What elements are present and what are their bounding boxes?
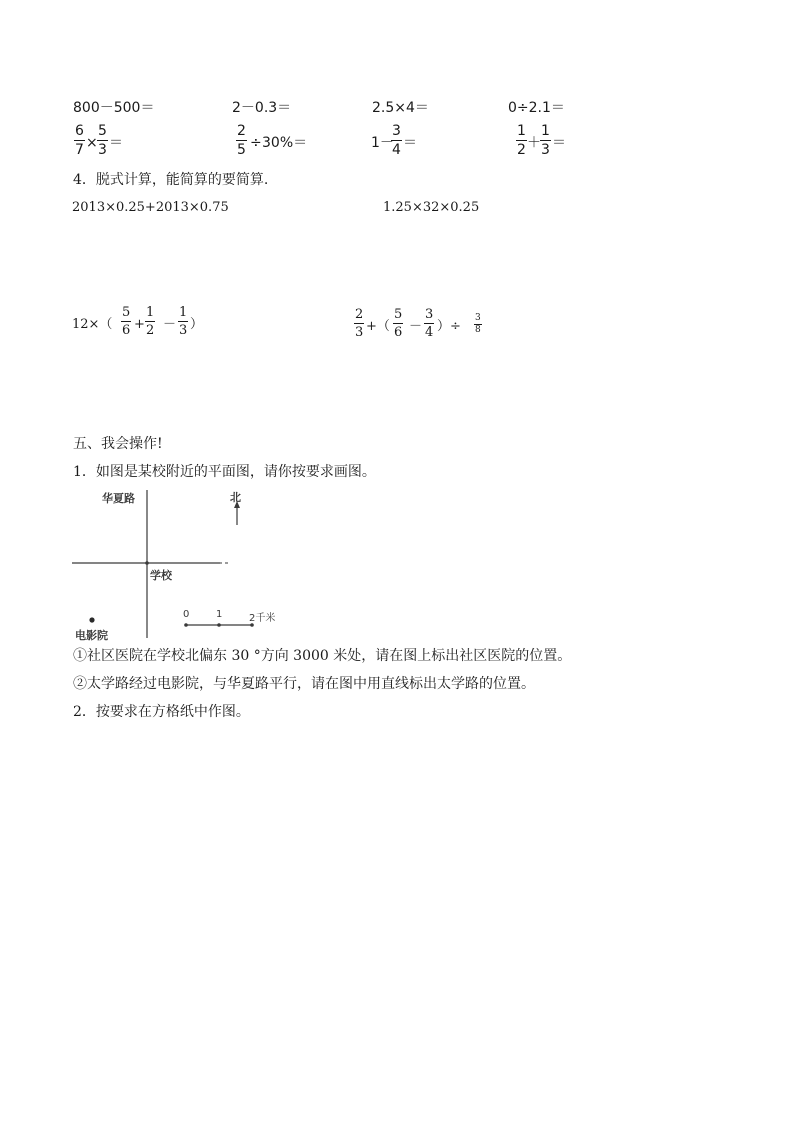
minus-sign: － (409, 319, 423, 334)
minus-sign: － (163, 317, 177, 332)
section5-sub1: ①社区医院在学校北偏东 30 °方向 3000 米处，请在图上标出社区医院的位置。 (73, 648, 572, 664)
one-minus: 1－ (371, 135, 394, 151)
fraction-5-6: $\frac{5}{6}$ (122, 305, 131, 338)
fraction-3-4: $\frac{3}{4}$ (425, 307, 434, 340)
section5-q2: 2．按要求在方格纸中作图。 (73, 704, 250, 720)
fraction-1-3: $\frac{1}{3}$ (541, 123, 550, 158)
divide-sign: ÷ (250, 135, 262, 151)
expr-lead: 12×（ (72, 317, 113, 332)
plus-sign: ＋ (527, 135, 541, 151)
plus-open-paren: +（ (366, 319, 390, 334)
equals-sign: ＝ (552, 135, 566, 151)
school-label: 学校 (150, 569, 172, 582)
road-label-huaxia: 华夏路 (102, 492, 135, 505)
calc-800-500: 800－500＝ (73, 100, 155, 116)
fraction-1-2: $\frac{1}{2}$ (146, 305, 155, 338)
fraction-5-6: $\frac{5}{6}$ (394, 307, 403, 340)
equals-sign: ＝ (109, 135, 123, 151)
scale-label-2km: 2千米 (249, 613, 276, 624)
scale-label-1: 1 (216, 609, 223, 620)
close-paren-divide: ）÷ (437, 319, 461, 334)
section4-heading: 4．脱式计算，能简算的要简算. (73, 172, 269, 188)
plus-sign: + (134, 317, 145, 332)
fraction-3-8: $\frac{3}{8}$ (475, 313, 481, 335)
fraction-6-7: $\frac{6}{7}$ (75, 123, 84, 158)
percent-text: 30%＝ (262, 135, 308, 151)
fraction-1-3: $\frac{1}{3}$ (179, 305, 188, 338)
expr-1.25x32x0.25: 1.25×32×0.25 (383, 200, 480, 215)
school-map (70, 488, 300, 640)
section5-heading: 五、我会操作! (73, 436, 163, 452)
expr-2013: 2013×0.25+2013×0.75 (72, 200, 229, 215)
calc-0div2.1: 0÷2.1＝ (508, 100, 565, 116)
fraction-3-4: $\frac{3}{4}$ (392, 123, 401, 158)
section5-q1: 1．如图是某校附近的平面图，请你按要求画图。 (73, 464, 376, 480)
fraction-5-3: $\frac{5}{3}$ (98, 123, 107, 158)
calc-2.5x4: 2.5×4＝ (372, 100, 429, 116)
fraction-2-5: $\frac{2}{5}$ (237, 123, 246, 158)
cinema-label: 电影院 (75, 629, 108, 642)
fraction-2-3: $\frac{2}{3}$ (355, 307, 364, 340)
close-paren: ） (190, 317, 204, 332)
calc-2-0.3: 2－0.3＝ (232, 100, 292, 116)
section5-sub2: ②太学路经过电影院，与华夏路平行，请在图中用直线标出太学路的位置。 (73, 676, 535, 692)
north-label: 北 (230, 491, 241, 504)
fraction-1-2: $\frac{1}{2}$ (517, 123, 526, 158)
times-sign: × (86, 135, 98, 151)
scale-label-0: 0 (183, 609, 190, 620)
equals-sign: ＝ (403, 135, 417, 151)
